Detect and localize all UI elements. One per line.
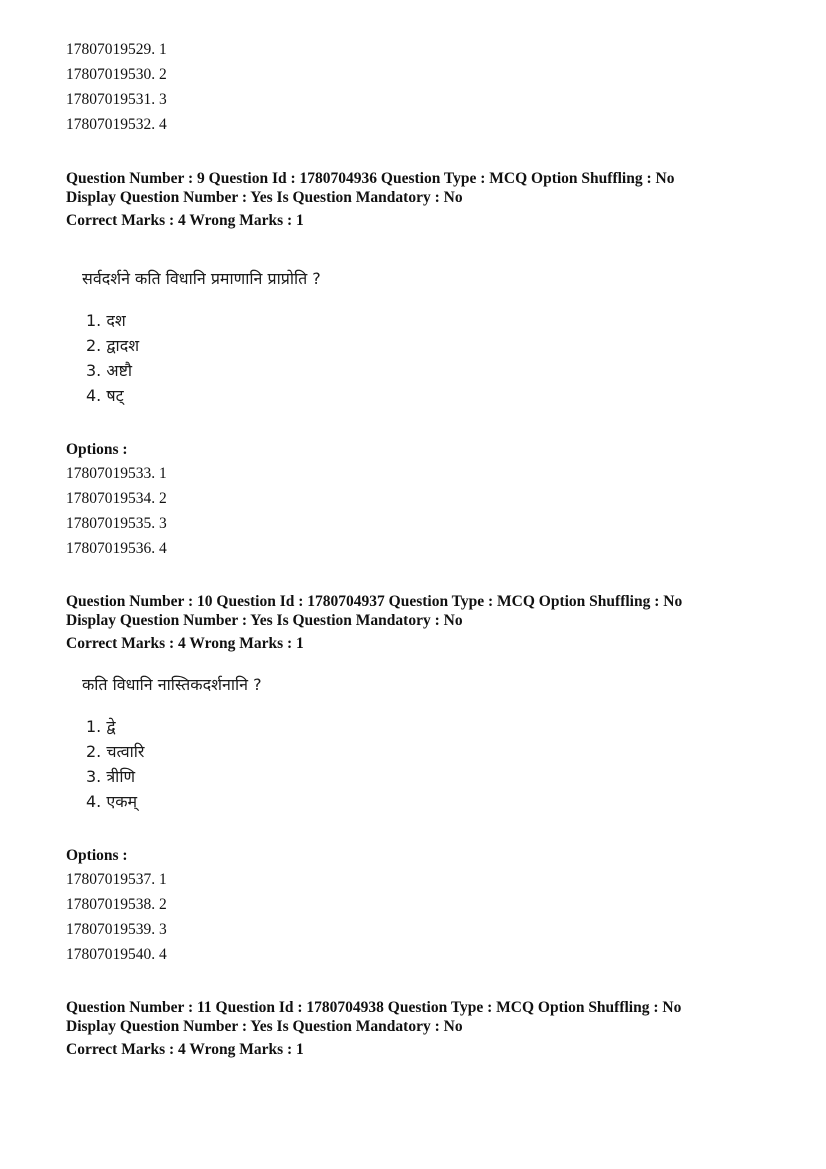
option-id: 17807019534. <box>66 490 156 507</box>
question-text: कति विधानि नास्तिकदर्शनानि ? <box>82 675 262 694</box>
options-label: Options : <box>66 847 128 864</box>
option-row <box>66 40 167 60</box>
option-id: 17807019533. <box>66 465 156 482</box>
option-number: 2 <box>159 66 167 83</box>
option-number: 4 <box>159 116 167 133</box>
option-row <box>66 489 167 509</box>
option-row <box>66 514 167 534</box>
question-header: Question Number : 9 Question Id : 1780704936 Question Type : MCQ Option Shuffling : No <box>66 170 675 187</box>
option-number: 1 <box>159 465 167 482</box>
option-row <box>66 945 167 965</box>
question-header-display: Display Question Number : Yes Is Question Mandatory : No <box>66 189 463 206</box>
option-row <box>66 90 167 110</box>
option-id: 17807019531. <box>66 91 156 108</box>
option-id: 17807019536. <box>66 540 156 557</box>
option-number: 1 <box>159 41 167 58</box>
option-id: 17807019529. <box>66 41 156 58</box>
option-number: 4 <box>159 540 167 557</box>
option-row <box>66 115 167 135</box>
option-id: 17807019537. <box>66 871 156 888</box>
options-label: Options : <box>66 441 128 458</box>
question-header-display: Display Question Number : Yes Is Question Mandatory : No <box>66 612 463 629</box>
option-id: 17807019532. <box>66 116 156 133</box>
choice-item: 2. द्वादश <box>86 336 140 355</box>
question-marks: Correct Marks : 4 Wrong Marks : 1 <box>66 212 304 229</box>
option-row <box>66 464 167 484</box>
question-text: सर्वदर्शने कति विधानि प्रमाणानि प्राप्रोति ? <box>82 269 321 288</box>
question-header-display: Display Question Number : Yes Is Question Mandatory : No <box>66 1018 463 1035</box>
option-number: 4 <box>159 946 167 963</box>
question-header: Question Number : 10 Question Id : 1780704937 Question Type : MCQ Option Shuffling : No <box>66 593 683 610</box>
choice-item: 1. दश <box>86 311 126 330</box>
option-number: 3 <box>159 91 167 108</box>
option-row <box>66 539 167 559</box>
choice-item: 3. त्रीणि <box>86 767 136 786</box>
question-marks: Correct Marks : 4 Wrong Marks : 1 <box>66 1041 304 1058</box>
choice-item: 3. अष्टौ <box>86 361 133 380</box>
option-row <box>66 895 167 915</box>
option-row <box>66 65 167 85</box>
option-number: 2 <box>159 896 167 913</box>
option-id: 17807019540. <box>66 946 156 963</box>
question-header: Question Number : 11 Question Id : 1780704938 Question Type : MCQ Option Shuffling : No <box>66 999 682 1016</box>
choice-item: 2. चत्वारि <box>86 742 145 761</box>
option-id: 17807019539. <box>66 921 156 938</box>
choice-item: 1. द्वे <box>86 717 116 736</box>
option-row <box>66 920 167 940</box>
option-id: 17807019530. <box>66 66 156 83</box>
option-id: 17807019538. <box>66 896 156 913</box>
choice-item: 4. एकम् <box>86 792 138 811</box>
option-number: 2 <box>159 490 167 507</box>
choice-item: 4. षट् <box>86 386 124 405</box>
option-number: 1 <box>159 871 167 888</box>
option-number: 3 <box>159 921 167 938</box>
question-marks: Correct Marks : 4 Wrong Marks : 1 <box>66 635 304 652</box>
option-id: 17807019535. <box>66 515 156 532</box>
option-row <box>66 870 167 890</box>
option-number: 3 <box>159 515 167 532</box>
